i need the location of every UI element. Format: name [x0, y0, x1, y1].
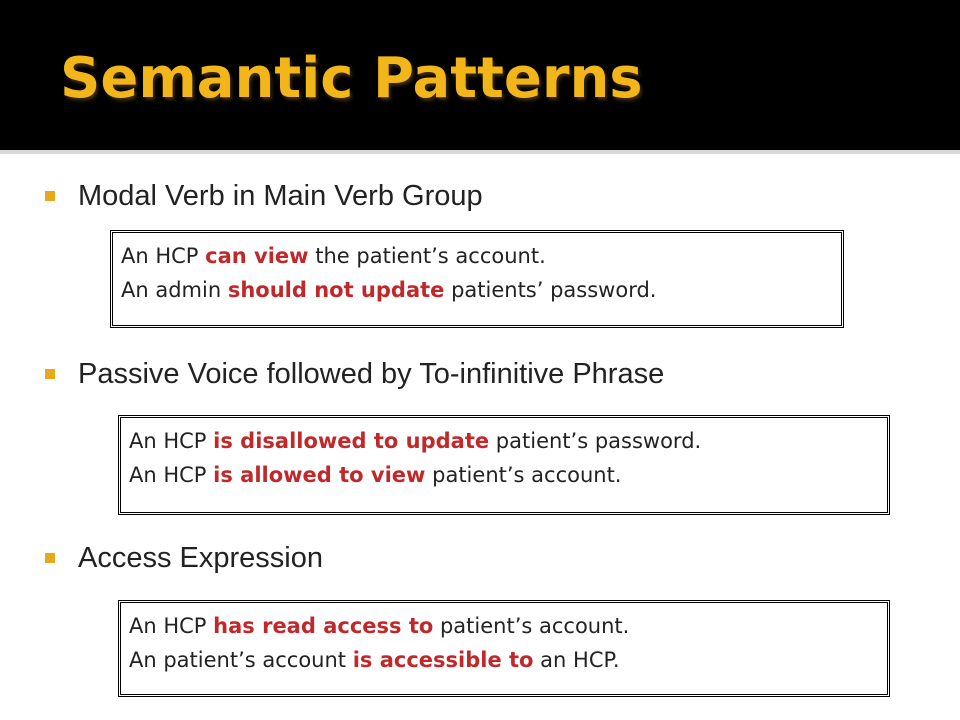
example-box-passive-voice — [118, 415, 890, 515]
bullet-heading: Passive Voice followed by To-infinitive Phrase — [78, 357, 665, 390]
highlighted-phrase: is disallowed to update — [213, 429, 490, 453]
example-line: An HCP is allowed to view patient’s account. — [129, 463, 622, 487]
square-bullet-icon — [45, 553, 55, 563]
bullet-modal-verb — [45, 178, 925, 214]
slide-title: Semantic Patterns — [60, 46, 643, 111]
title-divider — [0, 150, 960, 154]
highlighted-phrase: can view — [205, 244, 309, 268]
example-line: An HCP can view the patient’s account. — [121, 244, 546, 268]
bullet-heading: Access Expression — [78, 541, 323, 574]
square-bullet-icon — [45, 369, 55, 379]
bullet-heading: Modal Verb in Main Verb Group — [78, 179, 483, 212]
bullet-access-expression — [45, 540, 925, 576]
example-line: An patient’s account is accessible to an HCP. — [129, 648, 620, 672]
example-box-access-expression — [118, 600, 890, 697]
example-line: An admin should not update patients’ password. — [121, 278, 657, 302]
example-line: An HCP has read access to patient’s account. — [129, 614, 630, 638]
example-line: An HCP is disallowed to update patient’s password. — [129, 429, 702, 453]
example-box-modal-verb — [110, 230, 844, 328]
bullet-passive-voice — [45, 356, 925, 392]
highlighted-phrase: should not update — [227, 278, 445, 302]
highlighted-phrase: is accessible to — [352, 648, 534, 672]
highlighted-phrase: is allowed to view — [213, 463, 426, 487]
highlighted-phrase: has read access to — [213, 614, 434, 638]
square-bullet-icon — [45, 191, 55, 201]
